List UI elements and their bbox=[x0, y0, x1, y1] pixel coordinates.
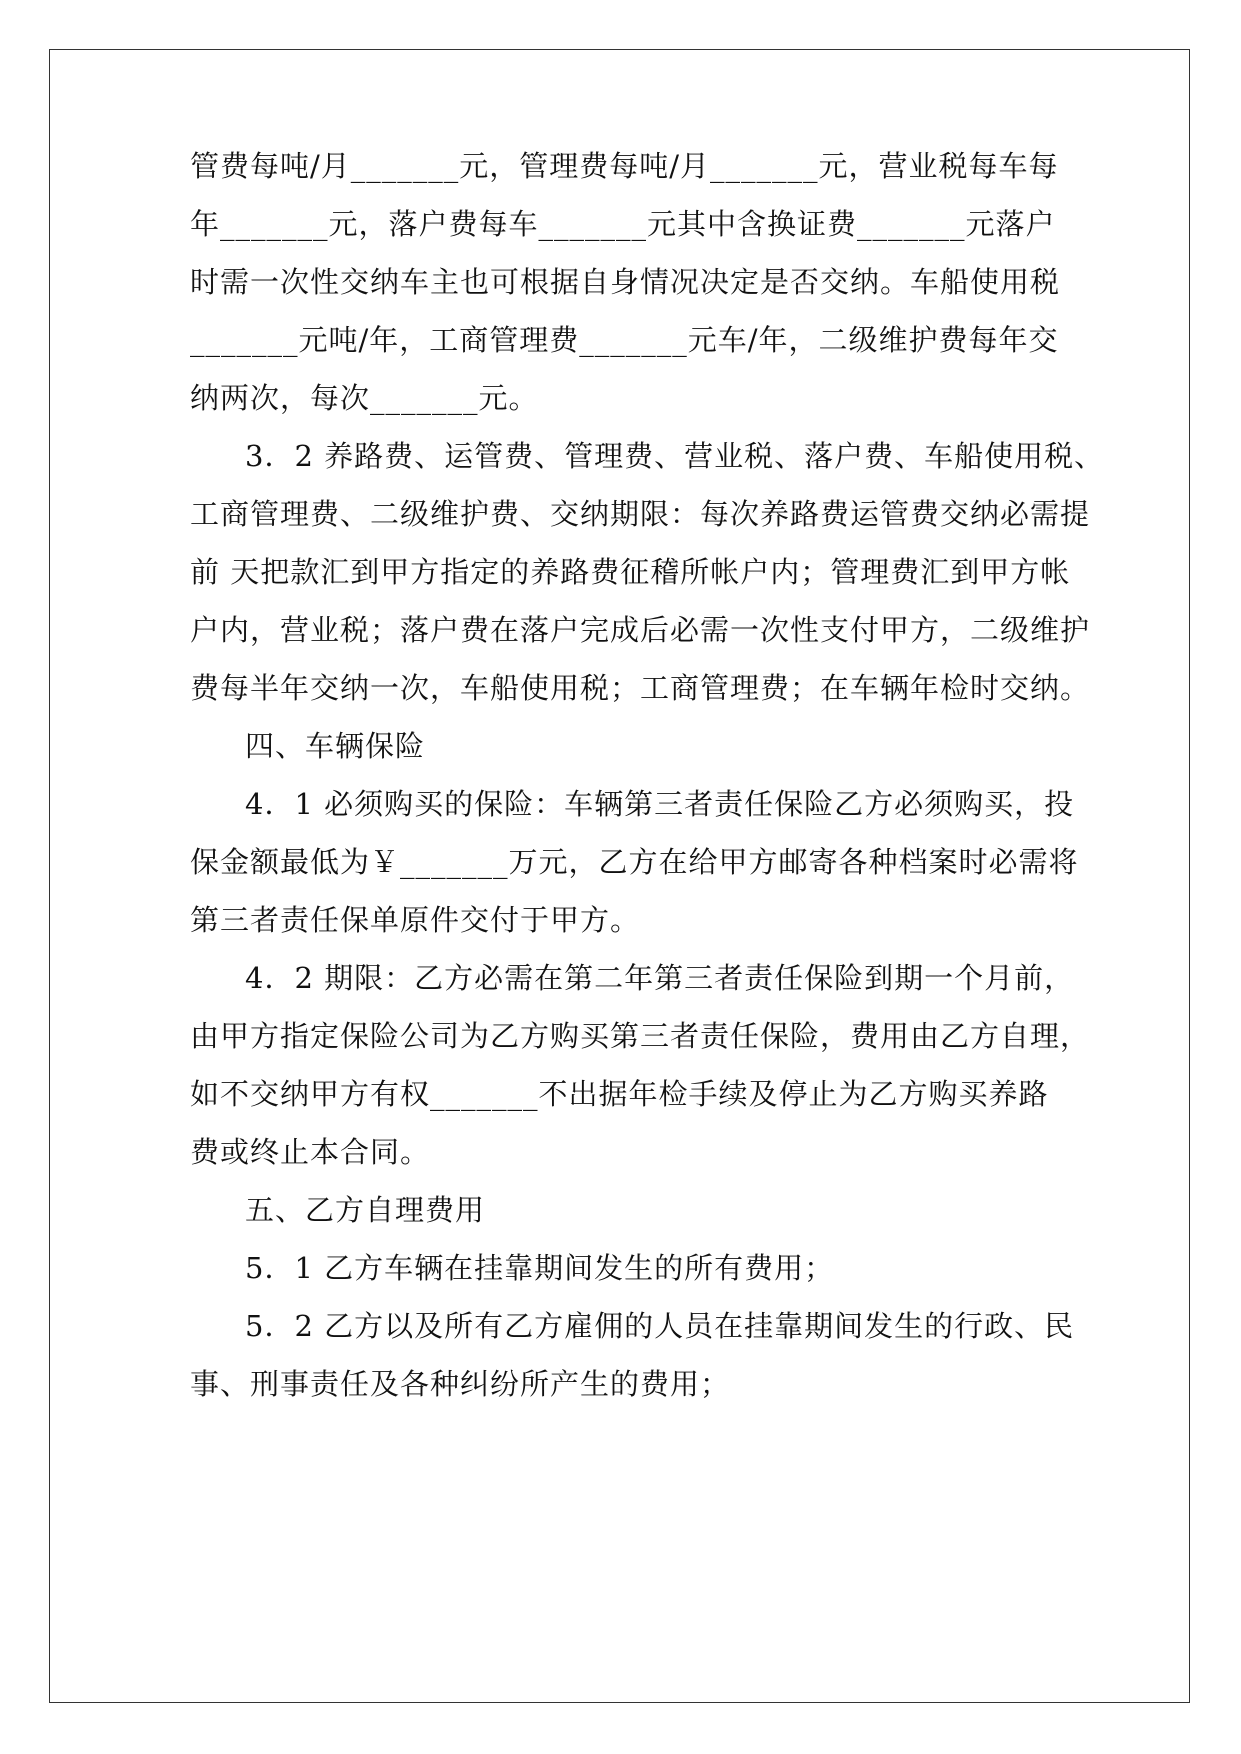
text-line: 4．2 期限：乙方必需在第二年第三者责任保险到期一个月前， bbox=[245, 961, 1075, 995]
section-heading: 五、乙方自理费用 bbox=[245, 1193, 486, 1227]
text-line: 纳两次，每次_______元。 bbox=[190, 381, 539, 415]
text-line: 5．2 乙方以及所有乙方雇佣的人员在挂靠期间发生的行政、民 bbox=[245, 1309, 1075, 1343]
text-line: 工商管理费、二级维护费、交纳期限：每次养路费运管费交纳必需提 bbox=[190, 497, 1091, 531]
text-line: 5．1 乙方车辆在挂靠期间发生的所有费用； bbox=[245, 1251, 835, 1285]
text-line: 户内，营业税；落户费在落户完成后必需一次性支付甲方，二级维护 bbox=[190, 613, 1091, 647]
text-line: 3．2 养路费、运管费、管理费、营业税、落户费、车船使用税、 bbox=[245, 439, 1105, 473]
text-line: 费或终止本合同。 bbox=[190, 1135, 431, 1169]
text-line: 事、刑事责任及各种纠纷所产生的费用； bbox=[190, 1367, 731, 1401]
text-line: 第三者责任保单原件交付于甲方。 bbox=[190, 903, 641, 937]
text-line: 如不交纳甲方有权_______不出据年检手续及停止为乙方购买养路 bbox=[190, 1077, 1049, 1111]
text-line: 保金额最低为￥_______万元，乙方在给甲方邮寄各种档案时必需将 bbox=[190, 845, 1079, 879]
text-line: _______元吨/年，工商管理费_______元车/年，二级维护费每年交 bbox=[190, 323, 1059, 357]
text-line: 年_______元，落户费每车_______元其中含换证费_______元落户 bbox=[190, 207, 1056, 241]
section-heading: 四、车辆保险 bbox=[245, 729, 426, 763]
text-line: 费每半年交纳一次，车船使用税；工商管理费；在车辆年检时交纳。 bbox=[190, 671, 1091, 705]
text-line: 时需一次性交纳车主也可根据自身情况决定是否交纳。车船使用税 bbox=[190, 265, 1061, 299]
text-line: 4．1 必须购买的保险：车辆第三者责任保险乙方必须购买，投 bbox=[245, 787, 1075, 821]
text-line: 前 天把款汇到甲方指定的养路费征稽所帐户内；管理费汇到甲方帐 bbox=[190, 555, 1071, 589]
text-line: 管费每吨/月_______元，管理费每吨/月_______元，营业税每车每 bbox=[190, 149, 1059, 183]
text-line: 由甲方指定保险公司为乙方购买第三者责任保险，费用由乙方自理， bbox=[190, 1019, 1091, 1053]
